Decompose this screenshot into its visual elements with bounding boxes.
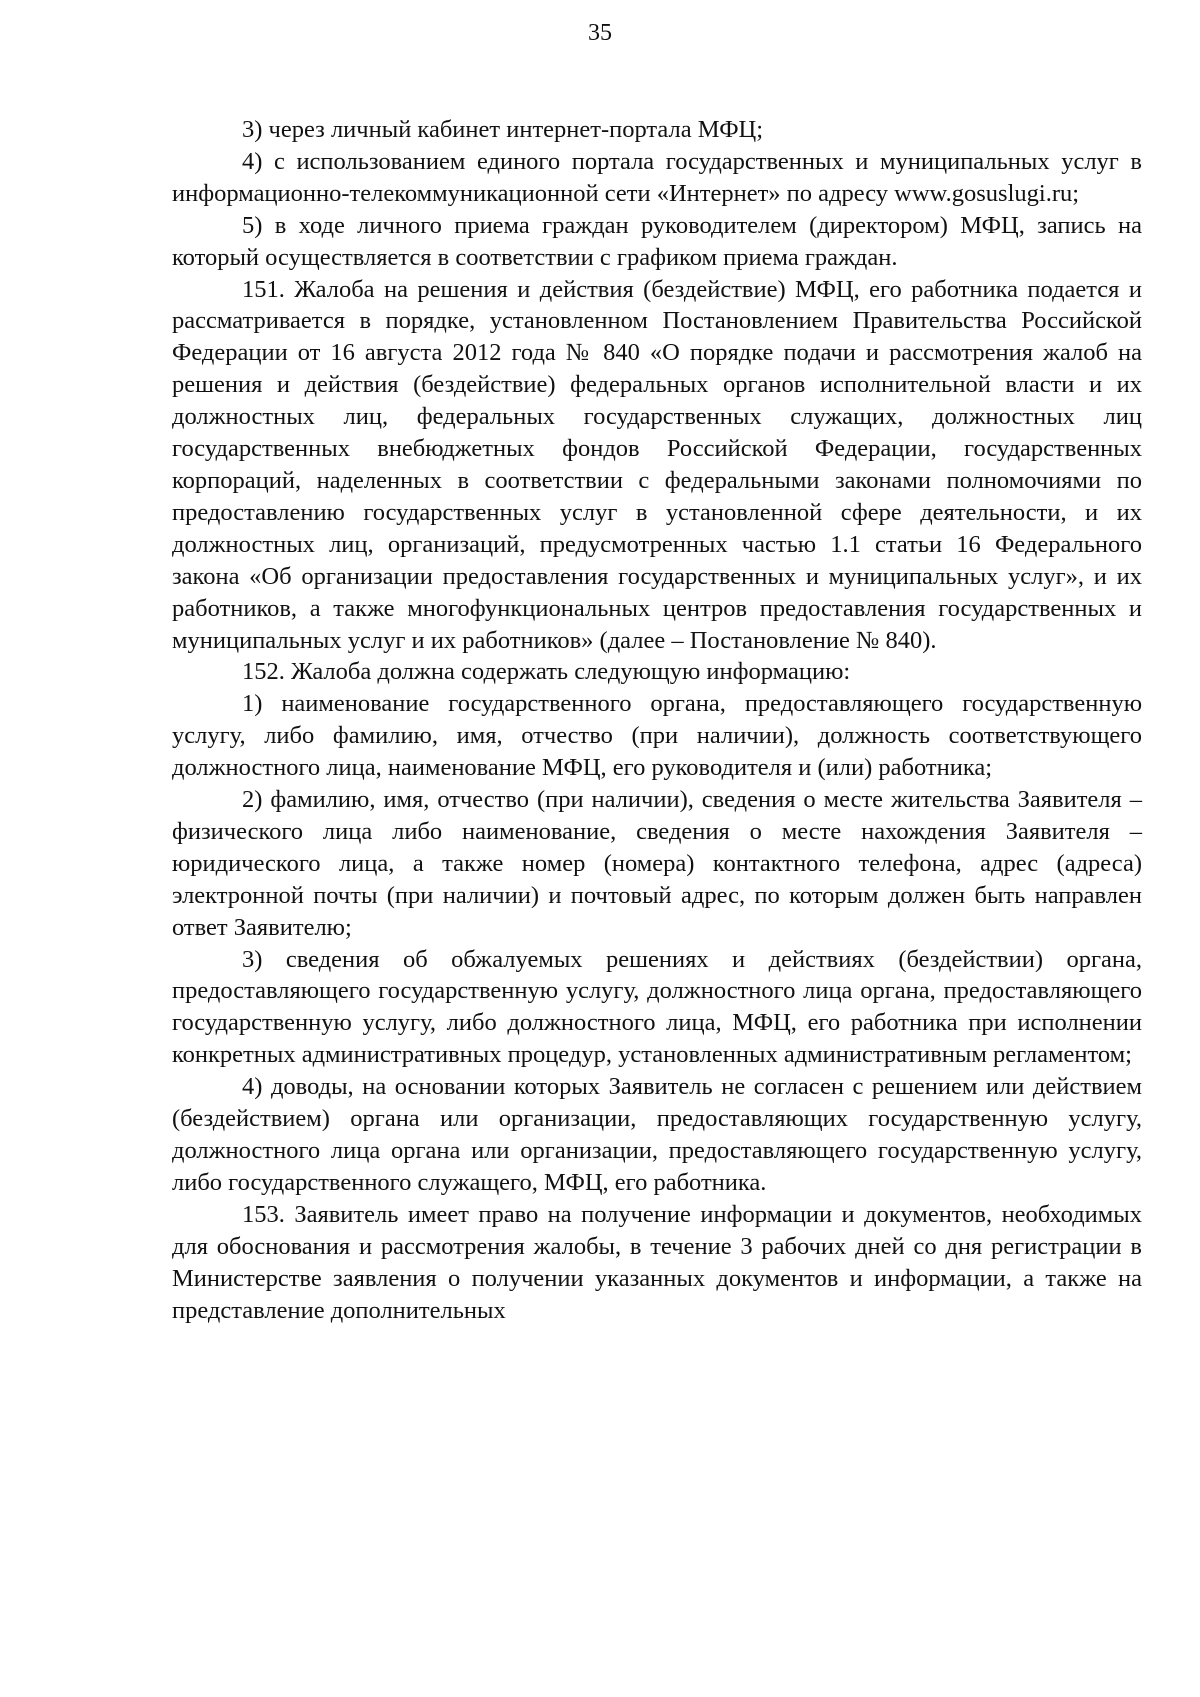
- paragraph-item-5-personal-reception: 5) в ходе личного приема граждан руководителем (директором) МФЦ, запись на который осуществляется в соответствии с графиком приема граждан.: [172, 211, 1142, 271]
- paragraph-152-complaint-contents: 152. Жалоба должна содержать следующую информацию:: [242, 658, 851, 686]
- page-number: 35: [588, 20, 612, 46]
- paragraph-item-3-personal-cabinet: 3) через личный кабинет интернет-портала МФЦ;: [242, 116, 764, 143]
- paragraph-152-item-3: 3) сведения об обжалуемых решениях и действиях (бездействии) органа, предоставляющего государственную услугу, должностного лица органа, предоставляющего государственную услугу, либо должностного лица, МФЦ, его работника при исполнении конкретных административных процедур, установленных административным регламентом;: [172, 945, 1142, 1069]
- paragraph-152-item-4: 4) доводы, на основании которых Заявитель не согласен с решением или действием (бездействием) органа или организации, предоставляющих государственную услугу, должностного лица органа или организации, предоставляющего государственную услугу, либо государственного служащего, МФЦ, его работника.: [172, 1073, 1142, 1196]
- paragraph-152-item-1: 1) наименование государственного органа, предоставляющего государственную услугу, либо фамилию, имя, отчество (при наличии), должность соответствующего должностного лица, наименование МФЦ, его руководителя и (или) работника;: [172, 690, 1142, 782]
- paragraph-152-item-2: 2) фамилию, имя, отчество (при наличии), сведения о месте жительства Заявителя – физического лица либо наименование, сведения о месте нахождения Заявителя – юридического лица, а также номер (номера) контактного телефона, адрес (адреса) электронной почты (при наличии) и почтовый адрес, по которым должен быть направлен ответ Заявителю;: [172, 786, 1142, 941]
- document-body: [172, 114, 1142, 1326]
- paragraph-151-complaint-procedure: 151. Жалоба на решения и действия (бездействие) МФЦ, его работника подается и рассматривается в порядке, установленном Постановлением Правительства Российской Федерации от 16 августа 2012 года № 840 «О порядке подачи и рассмотрения жалоб на решения и действия (бездействие) федеральных органов исполнительной власти и их должностных лиц, федеральных государственных служащих, должностных лиц государственных внебюджетных фондов Российской Федерации, государственных корпораций, наделенных в соответствии с федеральными законами полномочиями по предоставлению государственных услуг в установленной сфере деятельности, и их должностных лиц, организаций, предусмотренных частью 1.1 статьи 16 Федерального закона «Об организации предоставления государственных и муниципальных услуг», и их работников, а также многофункциональных центров предоставления государственных и муниципальных услуг и их работников» (далее – Постановление № 840).: [172, 275, 1142, 654]
- paragraph-item-4-gosuslugi-portal: 4) с использованием единого портала государственных и муниципальных услуг в информационно-телекоммуникационной сети «Интернет» по адресу www.gosuslugi.ru;: [172, 147, 1142, 207]
- paragraph-153-applicant-rights: 153. Заявитель имеет право на получение информации и документов, необходимых для обоснования и рассмотрения жалобы, в течение 3 рабочих дней со дня регистрации в Министерстве заявления о получении указанных документов и информации, а также на представление дополнительных: [172, 1200, 1142, 1324]
